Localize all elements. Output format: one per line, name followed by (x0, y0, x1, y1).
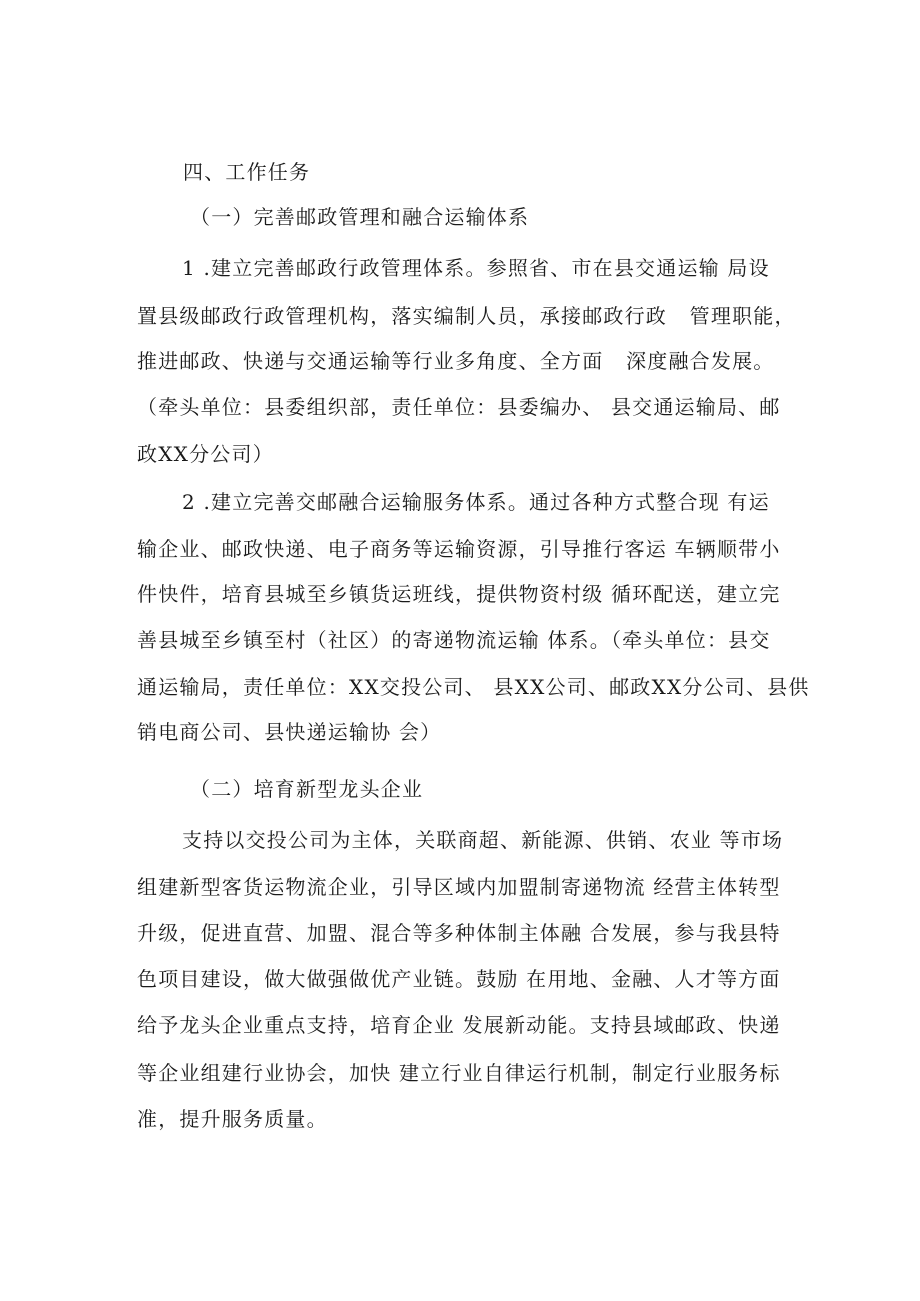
subsection-1-heading: （一）完善邮政管理和融合运输体系 (190, 205, 530, 229)
subsection-2-line-5: 给予龙头企业重点支持，培育企业 发展新动能。支持县域邮政、快递 (137, 1013, 781, 1037)
subsection-2-line-1: 支持以交投公司为主体，关联商超、新能源、供销、农业 等市场 (182, 828, 784, 852)
item-1-line-5: 政XX分公司） (137, 442, 274, 466)
item-1-line-4: （牵头单位：县委组织部，责任单位：县委编办、 县交通运输局、邮 (137, 395, 781, 419)
section-heading: 四、工作任务 (183, 160, 311, 184)
item-1-line-3: 推进邮政、快递与交通运输等行业多角度、全方面 深度融合发展。 (137, 349, 775, 373)
item-1-line-2: 置县级邮政行政管理机构，落实编制人员，承接邮政行政 管理职能， (137, 304, 796, 328)
item-2-line-2: 输企业、邮政快递、电子商务等运输资源，引导推行客运 车辆顺带小 (137, 537, 781, 561)
item-2-line-5: 通运输局，责任单位：XX交投公司、 县XX公司、邮政XX分公司、县供 (137, 675, 810, 699)
subsection-2-line-4: 色项目建设，做大做强做优产业链。鼓励 在用地、金融、人才等方面 (137, 967, 781, 991)
subsection-2-line-6: 等企业组建行业协会，加快 建立行业自律运行机制，制定行业服务标 (137, 1061, 781, 1085)
item-2-line-6: 销电商公司、县快递运输协 会） (137, 720, 442, 744)
item-2-line-4: 善县城至乡镇至村（社区）的寄递物流运输 体系。（牵头单位：县交 (137, 628, 771, 652)
item-1-line-1: 1 .建立完善邮政行政管理体系。参照省、市在县交通运输 局设 (182, 256, 770, 280)
item-2-line-3: 件快件，培育县城至乡镇货运班线，提供物资村级 循环配送，建立完 (137, 582, 781, 606)
subsection-2-line-2: 组建新型客货运物流企业，引导区域内加盟制寄递物流 经营主体转型 (137, 875, 781, 899)
subsection-2-heading: （二）培育新型龙头企业 (190, 777, 424, 801)
item-2-line-1: 2 .建立完善交邮融合运输服务体系。通过各种方式整合现 有运 (182, 490, 770, 514)
subsection-2-line-3: 升级，促进直营、加盟、混合等多种体制主体融 合发展，参与我县特 (137, 921, 781, 945)
subsection-2-line-7: 准，提升服务质量。 (137, 1107, 328, 1131)
